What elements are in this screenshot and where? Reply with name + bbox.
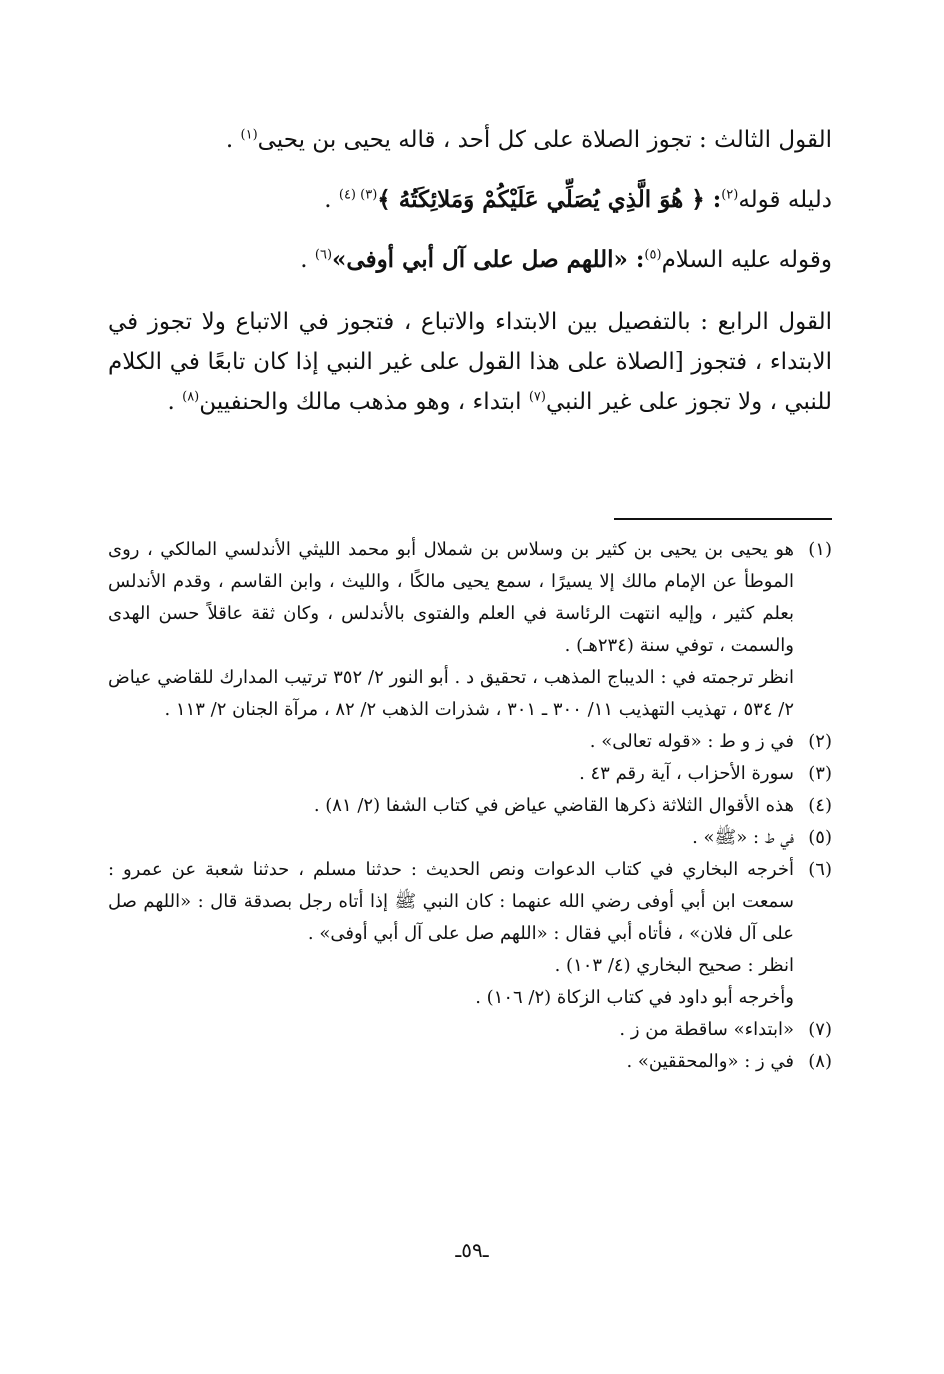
footnote-item (108, 790, 832, 822)
footnote-item (108, 822, 832, 854)
footnote-text: انظر : صحيح البخاري (٤/ ١٠٣) . (554, 955, 794, 976)
main-text (108, 120, 832, 442)
footnote-ref[interactable]: (٨) (182, 389, 200, 405)
footnote-ref[interactable]: (١) (240, 127, 258, 143)
footnote-number: (١) (808, 539, 832, 560)
footnote-text: سورة الأحزاب ، آية رقم ٤٣ . (579, 763, 794, 784)
footnote-number: (٢) (808, 731, 832, 752)
footnotes (108, 534, 832, 1078)
footnote-ref[interactable]: (٥) (644, 247, 662, 263)
footnote-number: (٤) (808, 795, 832, 816)
footnote-text: هو يحيى بن يحيى بن كثير بن وسلاس بن شملال أبو محمد الليثي الأندلسي المالكي ، روى الموطأ عن الإمام مالك إلا يسيرًا ، سمع يحيى مالكًا ، والليث ، وابن القاسم ، وقدم الأندلس بعلم كثير ، وإليه انتهت الرئاسة في العلم والفتوى بالأندلس ، وكان ثقة عاقلاً حسن الهدى والسمت ، توفي سنة (٢٣٤هـ) . (108, 539, 794, 656)
paragraph-third-opinion: القول الثالث : تجوز الصلاة على كل أحد ، قاله يحيى بن يحيى$^{(١)}$ . (225, 127, 832, 153)
page-number: ـ٥٩ـ (455, 1238, 489, 1262)
footnote-ref[interactable]: (٢) (721, 187, 739, 203)
footnote-item (108, 1046, 832, 1078)
paragraph-text: القول الثالث : تجوز الصلاة على كل أحد ، قاله يحيى بن يحيى (257, 127, 832, 153)
footnote-ref[interactable]: (٧) (528, 389, 546, 405)
footnote-item (108, 534, 832, 726)
paragraph-fourth-opinion: القول الرابع : بالتفصيل بين الابتداء والاتباع ، فتجوز في الاتباع ولا تجوز في الابتداء ، فتجوز [الصلاة على هذا القول على غير النبي إذا كان تابعًا في الكلام للنبي ، ولا تجوز على غير النبي$^{(٧)}$ ابتداء ، وهو مذهب مالك والحنفيين$^{(٨)}$ . (108, 309, 832, 415)
quran-verse: : ﴿ هُوَ الَّذِي يُصَلِّي عَلَيْكُمْ وَمَلائِكَتُهُ ﴾ (377, 186, 722, 213)
footnote-text: في ز : «والمحققين» . (626, 1051, 794, 1072)
footnote-ref[interactable]: (٦) (314, 247, 333, 263)
footnote-text: في ط : «ﷺ» . (692, 827, 794, 848)
paragraph-evidence-verse: دليله قوله$^{(٢)}$: ﴿ هُوَ الَّذِي يُصَلِّي عَلَيْكُمْ وَمَلائِكَتُهُ ﴾$^{(٣) (٤)}$ . (324, 186, 832, 213)
footnote-number: (٥) (808, 827, 832, 848)
footnote-number: (٦) (808, 859, 832, 880)
footnote-number: (٣) (808, 763, 832, 784)
footnote-number: (٧) (808, 1019, 832, 1040)
footnote-item (108, 726, 832, 758)
footnote-separator (614, 518, 832, 520)
footnote-number: (٨) (808, 1051, 832, 1072)
footnote-item (108, 758, 832, 790)
footnote-ref[interactable]: (٣) (٤) (338, 187, 378, 203)
footnote-text: «ابتداء» ساقطة من ز . (619, 1019, 794, 1040)
footnote-item (108, 1014, 832, 1046)
footnote-text: في ز و ط : «قوله تعالى» . (589, 731, 794, 752)
footnote-text: أخرجه البخاري في كتاب الدعوات ونص الحديث : حدثنا مسلم ، حدثنا شعبة عن عمرو : سمعت ابن أبي أوفى رضي الله عنهما : كان النبي ﷺ إذا أتاه رجل بصدقة قال : «اللهم صل على آل فلان» ، فأتاه أبي فقال : «اللهم صل على آل أبي أوفى» . (108, 859, 794, 944)
hadith-quote: : «اللهم صل على آل أبي أوفى» (332, 246, 645, 273)
footnote-text: انظر ترجمته في : الديباج المذهب ، تحقيق د . أبو النور ٢/ ٣٥٢ ترتيب المدارك للقاضي عياض ٢/ ٥٣٤ ، تهذيب التهذيب ١١/ ٣٠٠ ـ ٣٠١ ، شذرات الذهب ٢/ ٨٢ ، مرآة الجنان ٢/ ١١٣ . (108, 667, 794, 720)
footnote-text: وأخرجه أبو داود في كتاب الزكاة (٢/ ١٠٦) . (475, 987, 794, 1008)
paragraph-evidence-hadith: وقوله عليه السلام$^{(٥)}$: «اللهم صل على آل أبي أوفى»$^{(٦)}$ . (300, 246, 832, 273)
footnote-text: هذه الأقوال الثلاثة ذكرها القاضي عياض في كتاب الشفا (٢/ ٨١) . (313, 795, 794, 816)
footnote-item (108, 854, 832, 1014)
